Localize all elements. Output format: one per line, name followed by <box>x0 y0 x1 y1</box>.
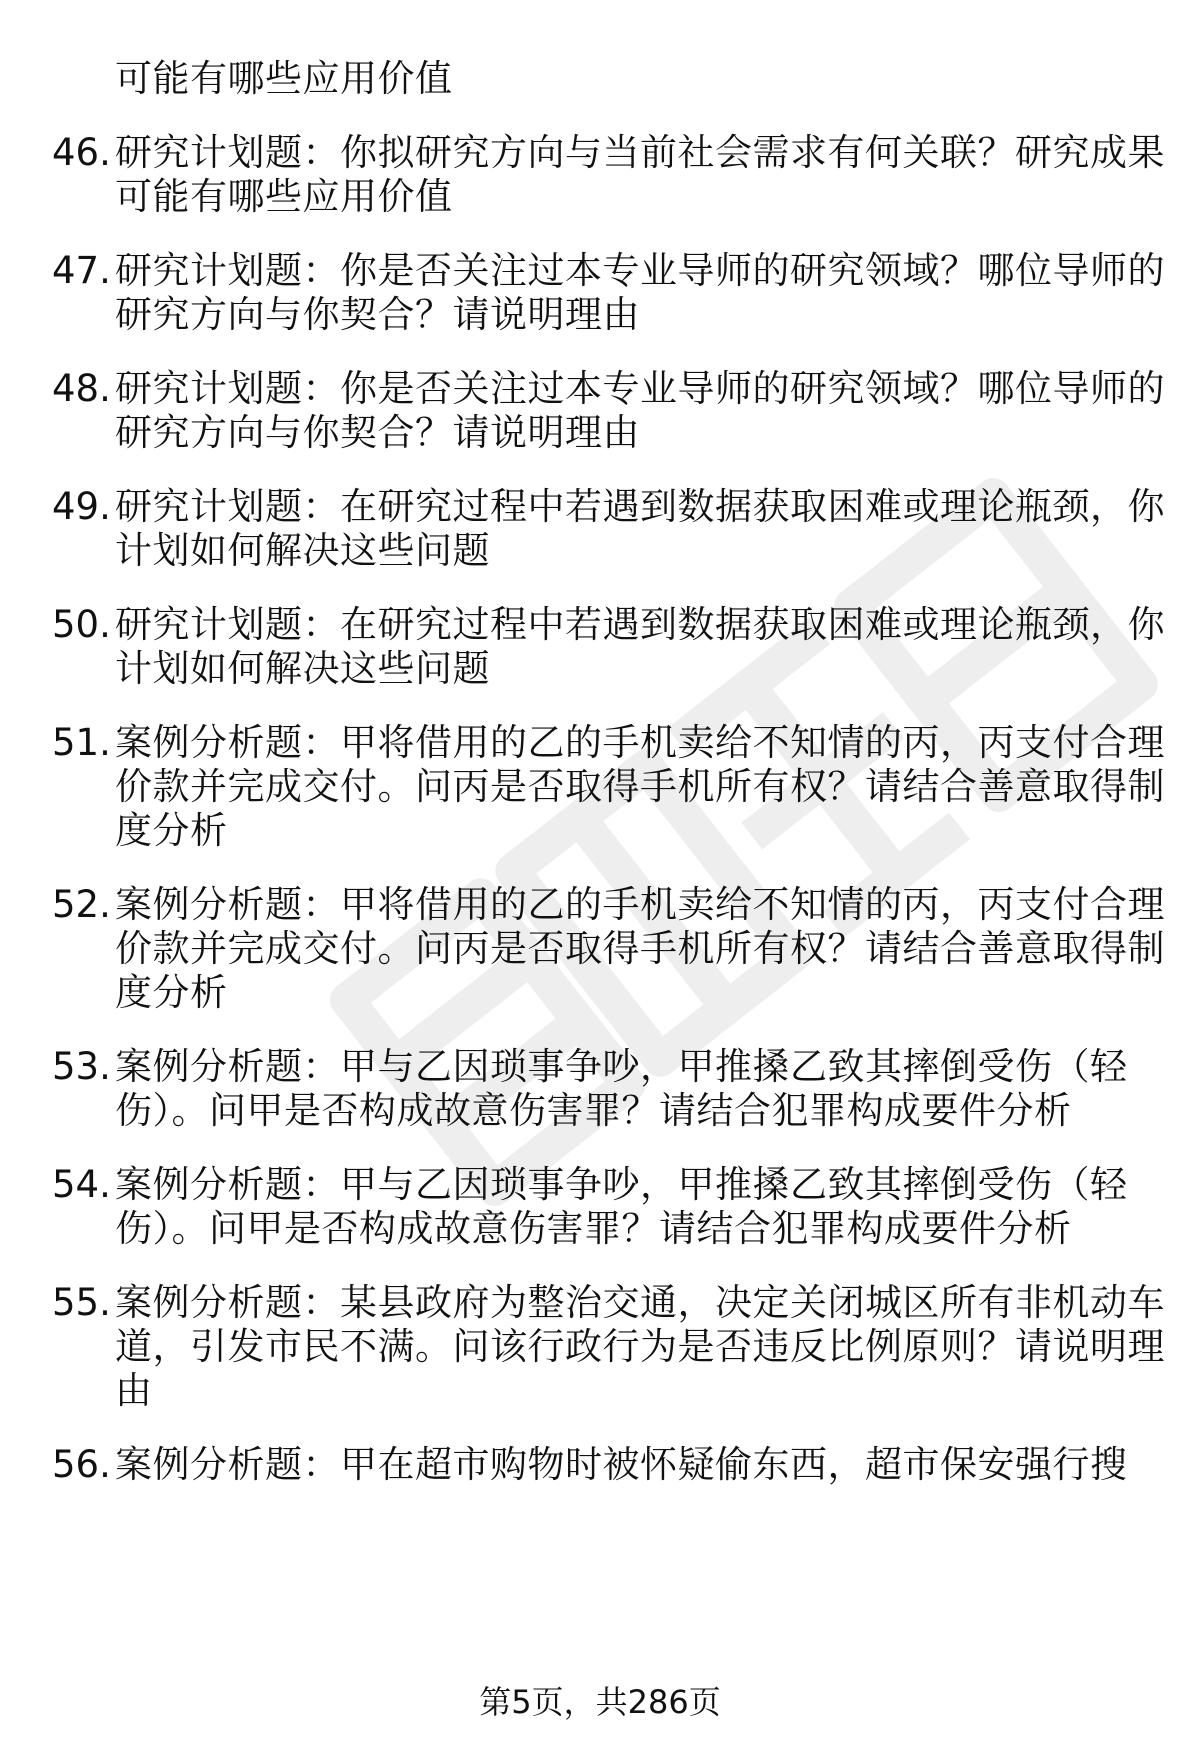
item-text-line: 研究计划题：在研究过程中若遇到数据获取困难或理论瓶颈，你 <box>115 485 1165 528</box>
item-text-line: 案例分析题：甲将借用的乙的手机卖给不知情的丙，丙支付合理 <box>115 721 1165 764</box>
item-text-line: 案例分析题：甲将借用的乙的手机卖给不知情的丙，丙支付合理 <box>115 883 1165 926</box>
item-text-line: 计划如何解决这些问题 <box>115 529 490 572</box>
item-number: 50. <box>52 603 111 646</box>
item-number: 47. <box>52 249 111 292</box>
item-text-line: 伤）。问甲是否构成故意伤害罪？请结合犯罪构成要件分析 <box>115 1089 1072 1132</box>
item-number: 55. <box>52 1281 111 1324</box>
item-number: 48. <box>52 367 111 410</box>
item-number: 53. <box>52 1045 111 1088</box>
item-text-line: 度分析 <box>115 809 228 852</box>
item-number: 49. <box>52 485 111 528</box>
item-text-line: 道，引发市民不满。问该行政行为是否违反比例原则？请说明理 <box>115 1325 1165 1368</box>
continuation-line: 可能有哪些应用价值 <box>115 57 453 100</box>
item-number: 52. <box>52 883 111 926</box>
item-text-line: 伤）。问甲是否构成故意伤害罪？请结合犯罪构成要件分析 <box>115 1207 1072 1250</box>
item-text-line: 研究计划题：你是否关注过本专业导师的研究领域？哪位导师的 <box>115 249 1165 292</box>
page-footer: 第5页，共286页 <box>479 1683 721 1721</box>
item-text-line: 计划如何解决这些问题 <box>115 647 490 690</box>
item-text-line: 案例分析题：甲与乙因琐事争吵，甲推搡乙致其摔倒受伤（轻 <box>115 1045 1128 1088</box>
item-number: 46. <box>52 131 111 174</box>
item-text-line: 度分析 <box>115 971 228 1014</box>
item-text-line: 案例分析题：甲在超市购物时被怀疑偷东西，超市保安强行搜 <box>115 1443 1128 1486</box>
item-number: 56. <box>52 1443 111 1486</box>
item-text-line: 研究计划题：你拟研究方向与当前社会需求有何关联？研究成果 <box>115 131 1165 174</box>
item-number: 54. <box>52 1163 111 1206</box>
item-number: 51. <box>52 721 111 764</box>
item-text-line: 研究方向与你契合？请说明理由 <box>115 293 640 336</box>
item-text-line: 案例分析题：某县政府为整治交通，决定关闭城区所有非机动车 <box>115 1281 1165 1324</box>
item-text-line: 研究计划题：在研究过程中若遇到数据获取困难或理论瓶颈，你 <box>115 603 1165 646</box>
item-text-line: 由 <box>115 1369 153 1412</box>
item-text-line: 案例分析题：甲与乙因琐事争吵，甲推搡乙致其摔倒受伤（轻 <box>115 1163 1128 1206</box>
item-text-line: 研究方向与你契合？请说明理由 <box>115 411 640 454</box>
item-text-line: 研究计划题：你是否关注过本专业导师的研究领域？哪位导师的 <box>115 367 1165 410</box>
item-text-line: 价款并完成交付。问丙是否取得手机所有权？请结合善意取得制 <box>115 927 1165 970</box>
item-text-line: 价款并完成交付。问丙是否取得手机所有权？请结合善意取得制 <box>115 765 1165 808</box>
item-text-line: 可能有哪些应用价值 <box>115 175 453 218</box>
